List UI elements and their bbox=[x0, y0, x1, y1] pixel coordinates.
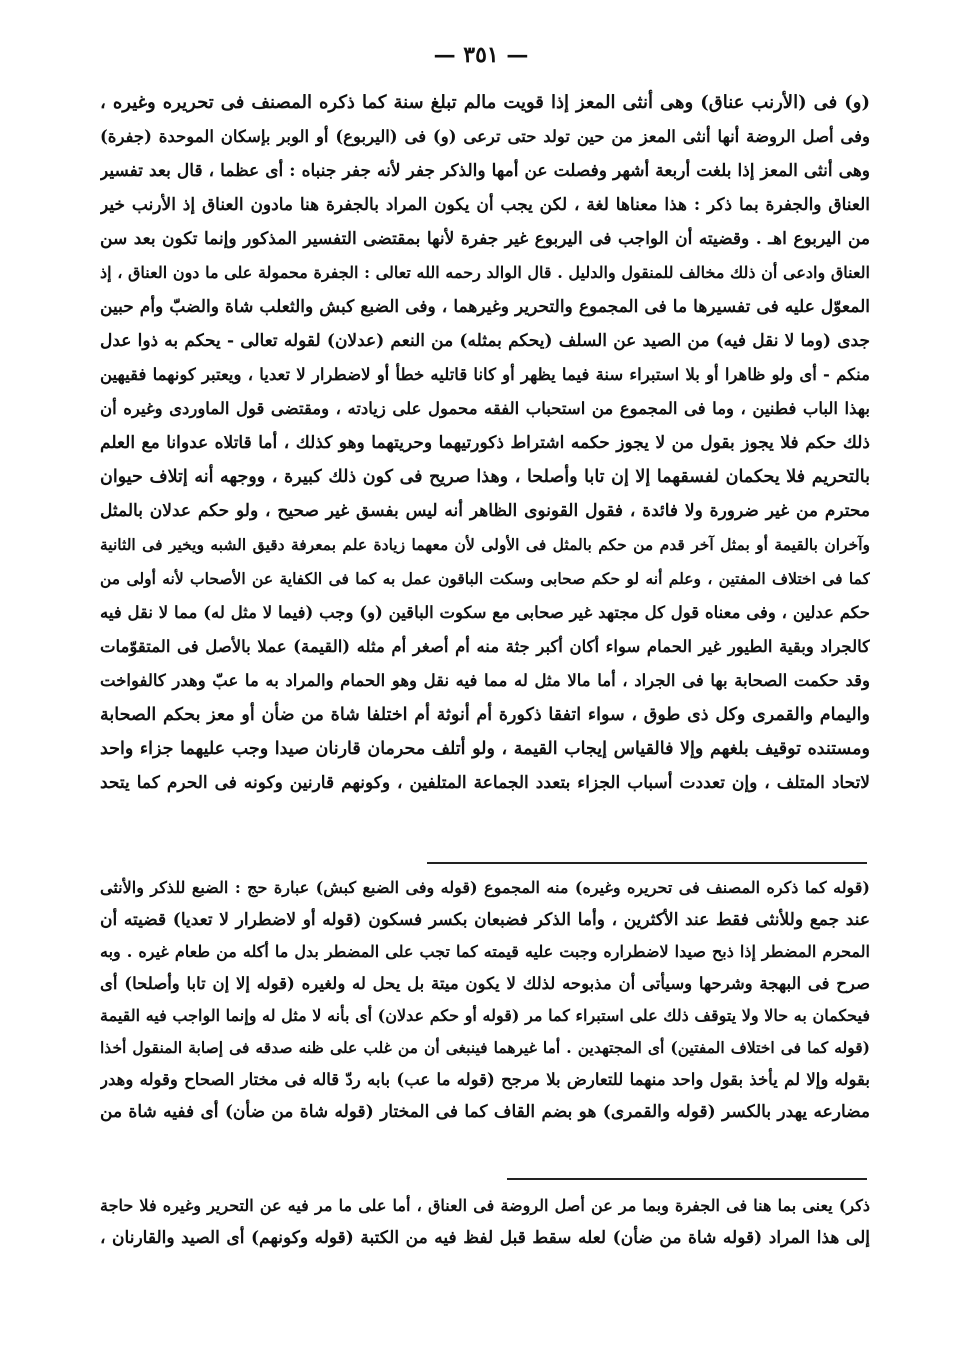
text-line: بالتحريم فلا يحكمان لفسقهما إلا إن تابا وأصلحا ، وهذا صريح فى كون ذلك كبيرة ، ووجهه أنه إتلاف حيوان bbox=[100, 467, 870, 487]
text-line: منكم - أى ولو ظاهرا أو بلا استبراء سنة فيما يظهر أو كانا قاتليه خطأ أو لاضطرار لا تعديا ، ويعتبر كونهما فقيهين bbox=[100, 365, 870, 384]
page-number: — ٣٥١ — bbox=[433, 42, 529, 68]
text-line: وفى أصل الروضة أنها أنثى المعز من حين تولد حتى ترعى (و) فى (اليربوع) أو الوبر بإسكان الموحدة (جفرة) bbox=[100, 127, 870, 146]
text-line: حكم عدلين ، وفى معناه قول كل مجتهد غير صحابى مع سكوت الباقين (و) وجب (فيما لا مثل له) مما لا نقل فيه bbox=[100, 603, 870, 622]
text-line: وقد حكمت الصحابة بها فى الجراد ، أما مالا مثل له مما فيه نقل وهو الحمام والمراد به ما عبّ وهدر كالفواخت bbox=[100, 671, 870, 690]
text-line: (و) فى (الأرنب عناق) وهى أنثى المعز إذا قويت مالم تبلغ سنة كما ذكره المصنف فى تحريره وغيره ، bbox=[100, 92, 870, 113]
footnote-line: صرح فى البهجة وشرحها وسيأتى أن مذبوحه لذلك لا يكون ميتة بل يحل له ولغيره (قوله إلا إن تابا وأصلحا) أى bbox=[100, 974, 870, 993]
gloss-block bbox=[100, 1190, 870, 1254]
text-line: المعوّل عليه فى تفسيرها ما فى المجموع والتحرير وغيرهما ، وفى الضبع كبش والثعلب شاة والضبّ وأم حبين bbox=[100, 297, 870, 317]
text-line: محترم من غير ضرورة ولا فائدة ، فقول القونوى الظاهر أنه ليس بفسق غير صحيح ، ولو حكم عدلان بالمثل bbox=[100, 501, 870, 521]
footnote-line: المحرم المضطر إذا ذبح صيدا لاضطراره وجبت عليه قيمته كما تجب على المضطر بدل ما أكله من طعام غيره . وبه bbox=[100, 942, 870, 961]
main-text-block bbox=[100, 86, 870, 800]
footnote-line: (قوله كما ذكره المصنف فى تحريره وغيره) منه المجموع (قوله وفى الضبع كبش) عبارة حج : الضبع للذكر والأنثى bbox=[100, 878, 870, 897]
text-line: العناق وادعى أن ذلك مخالف للمنقول والدليل . قال الوالد رحمه الله تعالى : الجفرة محمولة على ما دون العناق ، إذ bbox=[100, 263, 870, 282]
text-line: ومستنده توقيف بلغهم وإلا فالقياس إيجاب القيمة ، ولو أتلف محرمان قارنان صيدا وجب عليهما جزاء واحد bbox=[100, 739, 870, 759]
text-line: لاتحاد المتلف ، وإن تعددت أسباب الجزاء بتعدد الجماعة المتلفين ، وكونهم قارنين وكونه فى الحرم كما يتحد bbox=[100, 773, 870, 793]
text-line: وهى أنثى المعز إذا بلغت أربعة أشهر وفصلت عن أمها والذكر جفر لأنه جفر جنباه : أى عظما ، قال بعد تفسير bbox=[100, 161, 870, 181]
text-line: العناق والجفرة بما ذكر : هذا معناها لغة ، لكن يجب أن يكون المراد بالجفرة هنا مادون العناق إذ الأرنب خير bbox=[100, 195, 870, 215]
text-line: بهذا الباب فطنين ، وما فى المجموع من استحباب الفقه محمول على زيادته ، ومقتضى قول الماوردى وغيره أن bbox=[100, 399, 870, 418]
footnote-line: فيحكمان به حالا ولا يتوقف ذلك على استبراء كما مر (قوله أو حكم عدلان) أى بأنه لا مثل له وإنما الواجب فيه القيمة bbox=[100, 1006, 870, 1025]
text-line: كما فى اختلاف المفتين ، وعلم أنه لو حكم صحابى وسكت الباقون عمل به كما فى الكفاية عن الأصحاب لأنه أولى من bbox=[100, 569, 870, 588]
gloss-line: إلى هذا المراد (قوله شاة من ضأن) لعله سقط قبل لفظ فيه من الكتبة (قوله وكونهم) أى الصيد والقارنان ، bbox=[100, 1228, 870, 1248]
text-line: وآخران بالقيمة أو بمثل آخر قدم من حكم بالمثل فى الأولى لأن معهما زيادة علم بمعرفة دقيق الشبه ويخير فى الثانية bbox=[100, 535, 870, 554]
text-line: كالجراد وبقية الطيور غير الحمام سواء أكان أكبر جثة منه أم أصغر أم مثله (القيمة) عملا بالأصل فى المتقوّمات bbox=[100, 637, 870, 656]
gloss-line: ذكر) يعنى بما هنا فى الجفرة وبما مر عن أصل الروضة فى العناق ، أما على ما مر فيه عن التحرير وغيره فلا حاجة bbox=[100, 1196, 870, 1215]
footnote-line: (قوله كما فى اختلاف المفتين) أى المجتهدين . أما غيرهما فينبغى أن من غلب على ظنه صدقه فى إصابة المنقول أخذا bbox=[100, 1038, 870, 1057]
text-line: من اليربوع اهـ . وقضيته أن الواجب فى اليربوع غير جفرة لأنها بمقتضى التفسير المذكور وإنما تكون بعد سن bbox=[100, 229, 870, 249]
footnote-line: مضارعه يهدر بالكسر (قوله والقمرى) هو بضم القاف كما فى المختار (قوله شاة من ضأن) أى ففيه شاة من bbox=[100, 1102, 870, 1122]
footnote-line: عند جمع وللأنثى فقط عند الأكثرين ، وأما الذكر فضبعان بكسر فسكون (قوله أو لاضطرار لا تعديا) قضيته أن bbox=[100, 910, 870, 930]
gloss-separator bbox=[507, 1178, 867, 1180]
text-line: جدى (وما لا نقل فيه) من الصيد عن السلف (يحكم بمثله) من النعم (عدلان) لقوله تعالى - يحكم به ذوا عدل bbox=[100, 331, 870, 351]
footnotes-block bbox=[100, 872, 870, 1128]
footnote-separator bbox=[427, 862, 867, 864]
footnote-line: بقوله وإلا لم يأخذ بقول واحد منهما للتعارض بلا مرجح (قوله ما عب) بابه ردّ قاله فى مختار الصحاح وقوله وهدر bbox=[100, 1070, 870, 1089]
text-line: واليمام والقمرى وكل ذى طوق ، سواء اتفقا ذكورة أم أنوثة أم اختلفا شاة من ضأن أو معز بحكم الصحابة bbox=[100, 705, 870, 725]
text-line: ذلك حكم فلا يجوز بقول من لا يجوز حكمه اشتراط ذكورتيهما وحريتهما وهو كذلك ، أما قاتلاه عدوانا مع العلم bbox=[100, 433, 870, 453]
